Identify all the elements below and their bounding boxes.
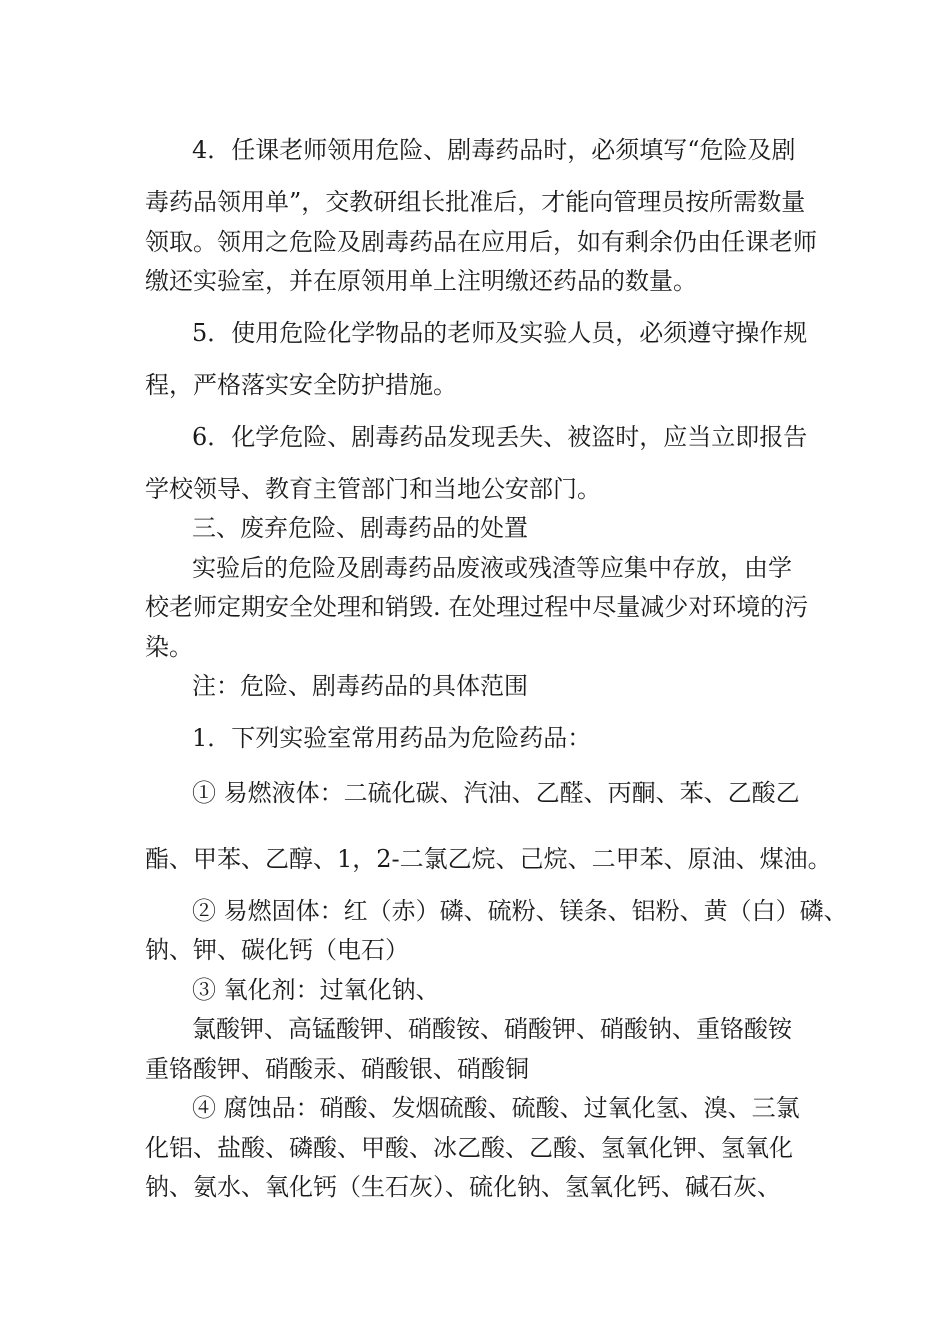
- list-item: ① 易燃液体：二硫化碳、汽油、乙醛、丙酮、苯、乙酸乙: [192, 779, 800, 807]
- text-line: 氯酸钾、高锰酸钾、硝酸铵、硝酸钾、硝酸钠、重铬酸铵: [192, 1015, 792, 1043]
- text-line: 酯、甲苯、乙醇、1，2-二氯乙烷、己烷、二甲苯、原油、煤油。: [145, 845, 832, 873]
- text-line: 实验后的危险及剧毒药品废液或残渣等应集中存放，由学: [192, 554, 792, 582]
- text-line: 1．下列实验室常用药品为危险药品：: [192, 724, 592, 752]
- list-item: ④ 腐蚀品：硝酸、发烟硫酸、硫酸、过氧化氢、溴、三氯: [192, 1094, 800, 1122]
- text-line: 程，严格落实安全防护措施。: [145, 371, 457, 399]
- section-heading: 三、废弃危险、剧毒药品的处置: [192, 514, 528, 542]
- text-line: 领取。领用之危险及剧毒药品在应用后，如有剩余仍由任课老师: [145, 228, 817, 256]
- list-item: ② 易燃固体：红（赤）磷、硫粉、镁条、铝粉、黄（白）磷、: [192, 897, 848, 925]
- text-line: 6．化学危险、剧毒药品发现丢失、被盗时，应当立即报告: [192, 423, 808, 451]
- list-item: ③ 氧化剂：过氧化钠、: [192, 976, 440, 1004]
- text-line: 毒药品领用单”，交教研组长批准后，才能向管理员按所需数量: [145, 188, 806, 216]
- note-heading: 注：危险、剧毒药品的具体范围: [192, 672, 528, 700]
- text-line: 4．任课老师领用危险、剧毒药品时，必须填写“危险及剧: [192, 136, 796, 164]
- text-line: 缴还实验室，并在原领用单上注明缴还药品的数量。: [145, 267, 697, 295]
- text-line: 5．使用危险化学物品的老师及实验人员，必须遵守操作规: [192, 319, 808, 347]
- text-line: 染。: [145, 633, 193, 661]
- text-line: 钠、钾、碳化钙（电石）: [145, 936, 409, 964]
- text-line: 钠、氨水、氧化钙（生石灰）、硫化钠、氢氧化钙、碱石灰、: [145, 1173, 781, 1201]
- text-line: 学校领导、教育主管部门和当地公安部门。: [145, 475, 601, 503]
- text-line: 重铬酸钾、硝酸汞、硝酸银、硝酸铜: [145, 1055, 529, 1083]
- text-line: 校老师定期安全处理和销毁. 在处理过程中尽量减少对环境的污: [145, 593, 809, 621]
- text-line: 化铝、盐酸、磷酸、甲酸、冰乙酸、乙酸、氢氧化钾、氢氧化: [145, 1134, 793, 1162]
